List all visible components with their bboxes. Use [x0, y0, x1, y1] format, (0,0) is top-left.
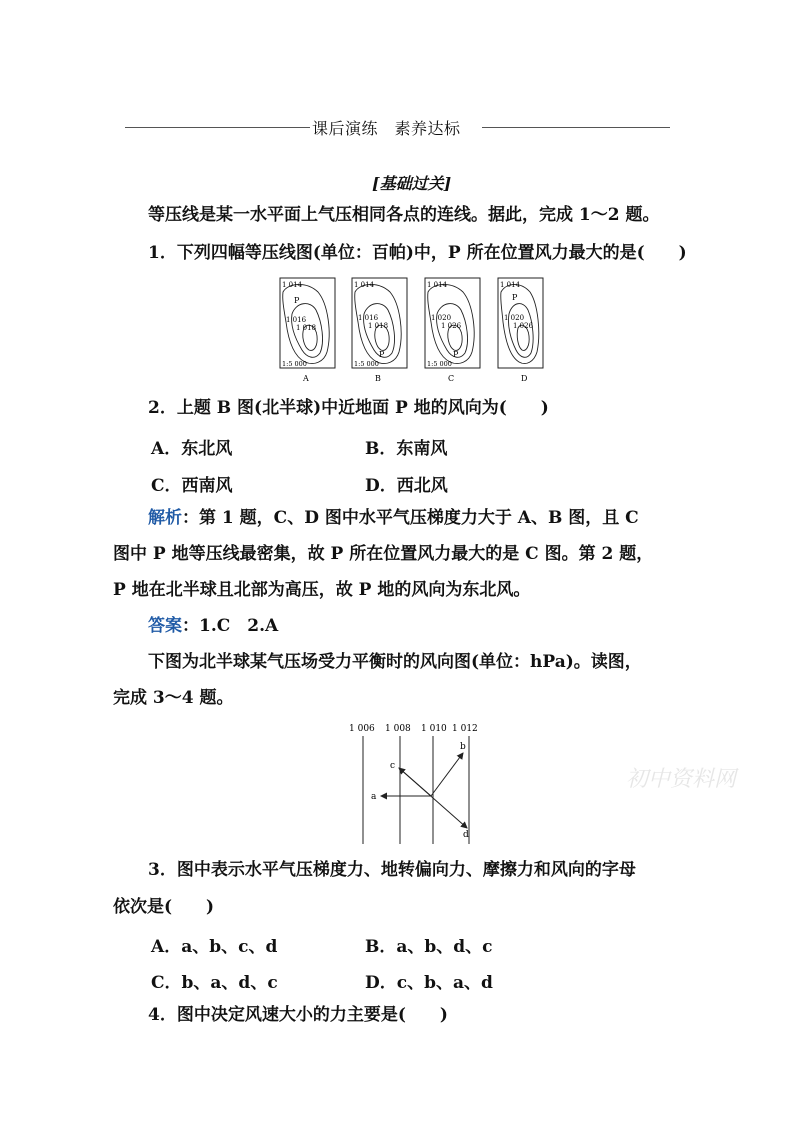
answer-label: 答案 [148, 616, 182, 636]
question-3-line-2: 依次是( ) [113, 897, 215, 917]
arrow-c-label: c [390, 761, 396, 771]
arrow-b [431, 753, 463, 796]
answer-line [148, 616, 278, 636]
map-c-label-3: 1 026 [441, 322, 462, 330]
isobar-label-1008: 1 008 [385, 724, 411, 734]
q2-option-d: D．西北风 [365, 476, 448, 496]
map-b-label-3: 1 018 [368, 322, 389, 330]
intro-text-2-line-1: 下图为北半球某气压场受力平衡时的风向图(单位：hPa)。读图， [148, 652, 642, 672]
q3-option-d: D．c、b、a、d [365, 973, 493, 993]
map-c-label-4: P [453, 350, 459, 359]
analysis-label: 解析 [148, 508, 182, 528]
map-b-label-4: P [379, 350, 385, 359]
answer-text: ：1.C 2.A [182, 616, 279, 636]
question-3-line-1: 3．图中表示水平气压梯度力、地转偏向力、摩擦力和风向的字母 [148, 860, 636, 880]
wind-force-diagram [345, 720, 485, 846]
section-title: [基础过关] [372, 174, 452, 193]
map-d-label-4: 1 026 [513, 322, 534, 330]
header-rule-left [125, 127, 310, 128]
question-2: 2．上题 B 图(北半球)中近地面 P 地的风向为( ) [148, 398, 549, 418]
map-b-label-1: 1 014 [354, 281, 375, 289]
intro-text-2-line-2: 完成 3～4 题。 [113, 688, 234, 708]
question-4: 4．图中决定风速大小的力主要是( ) [148, 1005, 448, 1025]
map-d-label-3: 1 020 [504, 314, 525, 322]
map-a-label-1: 1 014 [282, 281, 303, 289]
map-d-label-1: 1 014 [500, 281, 521, 289]
watermark: 初中资料网 [626, 767, 737, 792]
q2-option-b: B．东南风 [365, 439, 448, 459]
map-c-scale: 1:5 000 [427, 360, 452, 368]
q3-option-b: B．a、b、d、c [365, 937, 493, 957]
isobar-label-1006: 1 006 [349, 724, 375, 734]
map-b [352, 278, 407, 383]
q2-option-c: C．西南风 [151, 476, 233, 496]
header-rule-right [482, 127, 670, 128]
arrow-d-label: d [463, 830, 469, 840]
q3-option-c: C．b、a、d、c [151, 973, 278, 993]
map-c-label-2: 1 020 [431, 314, 452, 322]
analysis-text-1: ：第 1 题，C、D 图中水平气压梯度力大于 A、B 图，且 C [182, 508, 639, 528]
question-1: 1．下列四幅等压线图(单位：百帕)中，P 所在位置风力最大的是( ) [148, 243, 687, 263]
isobar-label-1010: 1 010 [421, 724, 447, 734]
q3-option-a: A．a、b、c、d [151, 937, 278, 957]
map-a-label-3: 1 016 [286, 316, 307, 324]
map-c-label-1: 1 014 [427, 281, 448, 289]
map-d-letter: D [521, 374, 528, 383]
analysis-line-1 [148, 508, 639, 528]
map-b-label-2: 1 016 [358, 314, 379, 322]
isobar-maps-figure [276, 276, 546, 386]
map-a-label-2: P [294, 296, 300, 305]
map-a-scale: 1:5 000 [282, 360, 307, 368]
q2-option-a: A．东北风 [151, 439, 233, 459]
map-b-scale: 1:5 000 [354, 360, 379, 368]
map-a [280, 278, 335, 383]
map-a-label-4: 1 018 [296, 324, 317, 332]
analysis-line-2: 图中 P 地等压线最密集，故 P 所在位置风力最大的是 C 图。第 2 题， [113, 544, 654, 564]
isobar-label-1012: 1 012 [452, 724, 478, 734]
arrow-a-label: a [371, 792, 377, 802]
intro-text-1: 等压线是某一水平面上气压相同各点的连线。据此，完成 1～2 题。 [148, 205, 660, 225]
map-a-letter: A [303, 374, 309, 383]
map-d-label-2: P [512, 293, 518, 302]
map-c-letter: C [448, 374, 455, 383]
map-b-letter: B [375, 374, 381, 383]
page-header-title: 课后演练 素养达标 [312, 119, 461, 138]
analysis-line-3: P 地在北半球且北部为高压，故 P 地的风向为东北风。 [113, 580, 531, 600]
arrow-b-label: b [460, 742, 466, 752]
map-d [498, 278, 543, 383]
map-c [425, 278, 480, 383]
